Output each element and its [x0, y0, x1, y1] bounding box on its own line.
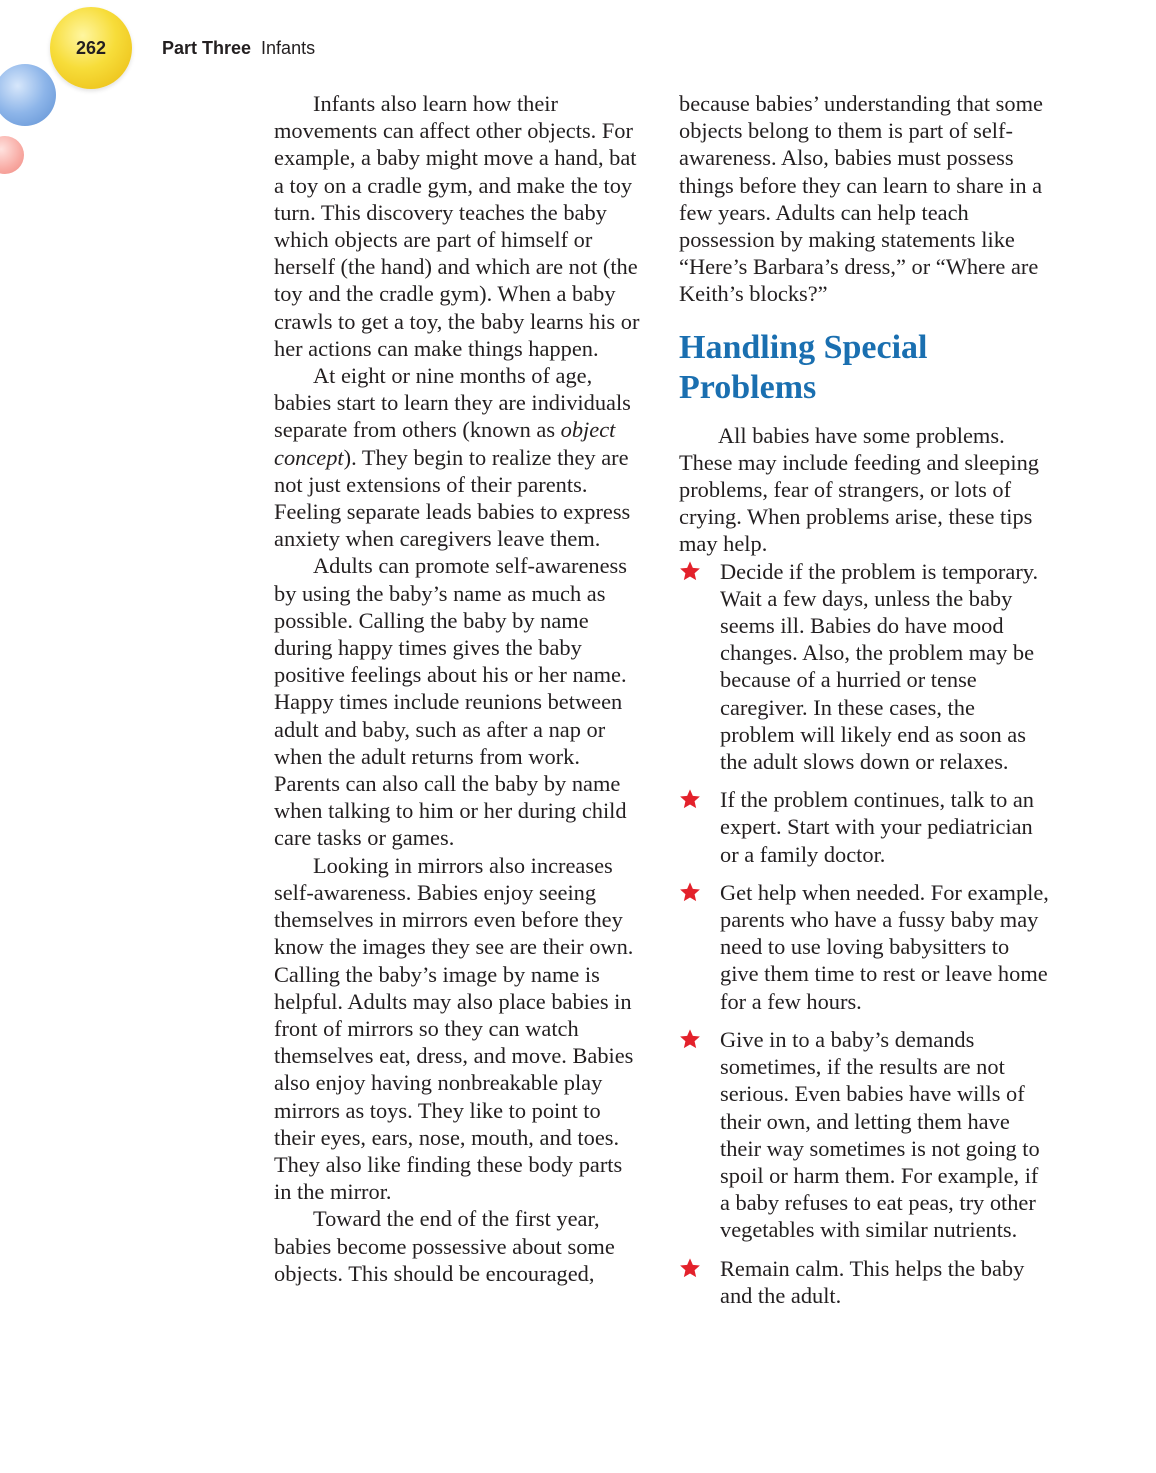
decorative-pink-circle: [0, 136, 24, 174]
tip-text: If the problem continues, talk to an expert. Start with your pediatrician or a family doctor.: [720, 787, 1035, 867]
list-item: [679, 1255, 1051, 1309]
paragraph-intro: All babies have some problems. These may include feeding and sleeping problems, fear of strangers, or lots of crying. When problems arise, these tips may help.: [679, 422, 1039, 557]
star-icon: [679, 1028, 701, 1050]
decorative-blue-circle: [0, 64, 56, 126]
tip-text: Remain calm. This helps the baby and the adult.: [720, 1255, 1025, 1308]
paragraph-text: At eight or nine months of age, babies start to learn they are individuals separate from others (known as: [274, 363, 631, 443]
list-item: [679, 558, 1051, 776]
paragraph: Toward the end of the first year, babies become possessive about some objects. This should be encouraged,: [274, 1206, 615, 1286]
paragraph-object-concept: [274, 362, 642, 552]
paragraph-continuation: because babies’ understanding that some objects belong to them is part of self-awareness. Also, babies must possess things before they can learn to share in a few years. Adults can help teach possession by making statements like “Here’s Barbara’s dress,” or “Where are Keith’s blocks?”: [679, 91, 1043, 307]
right-column: [679, 90, 1051, 1320]
star-icon: [679, 560, 701, 582]
tip-text: Decide if the problem is temporary. Wait a few days, unless the baby seems ill. Babies do have mood changes. Also, the problem may be because of a hurried or tense caregiver. In these cases, the problem will likely end as soon as the adult slows down or relaxes.: [720, 558, 1039, 775]
paragraph: Infants also learn how their movements can affect other objects. For example, a baby might move a hand, bat a toy on a cradle gym, and make the toy turn. This discovery teaches the baby which objects are part of himself or herself (the hand) and which are not (the toy and the cradle gym). When a baby crawls to get a toy, the baby learns his or her actions can make things happen.: [274, 91, 640, 361]
section-heading: Handling Special Problems: [679, 328, 928, 406]
key-term: object concept: [274, 417, 616, 470]
tip-text: Give in to a baby’s demands sometimes, if the results are not serious. Even babies have wills of their own, and letting them have their way sometimes is not going to spoil or harm them. For example, if a baby refuses to eat peas, try other vegetables with similar nutrients.: [720, 1026, 1040, 1243]
tips-list: [679, 558, 1051, 1309]
list-item: [679, 786, 1051, 868]
paragraph: Looking in mirrors also increases self-awareness. Babies enjoy seeing themselves in mirrors even before they know the images they see are their own. Calling the baby’s image by name is helpful. Adults may also place babies in front of mirrors so they can watch themselves eat, dress, and move. Babies also enjoy having nonbreakable play mirrors as toys. They like to point to their eyes, ears, nose, mouth, and toes. They also like finding these body parts in the mirror.: [274, 852, 634, 1205]
list-item: [679, 1026, 1051, 1244]
paragraph-text: ). They begin to realize they are not just extensions of their parents. Feeling separate leads babies to express anxiety when caregivers leave them.: [274, 444, 631, 552]
paragraph: Adults can promote self-awareness by using the baby’s name as much as possible. Calling the baby by name during happy times gives the baby positive feelings about his or her name. Happy times include reunions between adult and baby, such as after a nap or when the adult returns from work. Parents can also call the baby by name when talking to him or her during child care tasks or games.: [274, 553, 627, 851]
page-number: 262: [75, 38, 107, 58]
running-head: [162, 38, 315, 59]
star-icon: [679, 788, 701, 810]
star-icon: [679, 881, 701, 903]
section-label: Infants: [261, 38, 316, 58]
list-item: [679, 879, 1051, 1015]
star-icon: [679, 1257, 701, 1279]
tip-text: Get help when needed. For example, parents who have a fussy baby may need to use loving babysitters to give them time to rest or leave home for a few hours.: [720, 879, 1049, 1014]
left-column: [274, 90, 642, 1287]
part-label: Part Three: [162, 38, 252, 58]
